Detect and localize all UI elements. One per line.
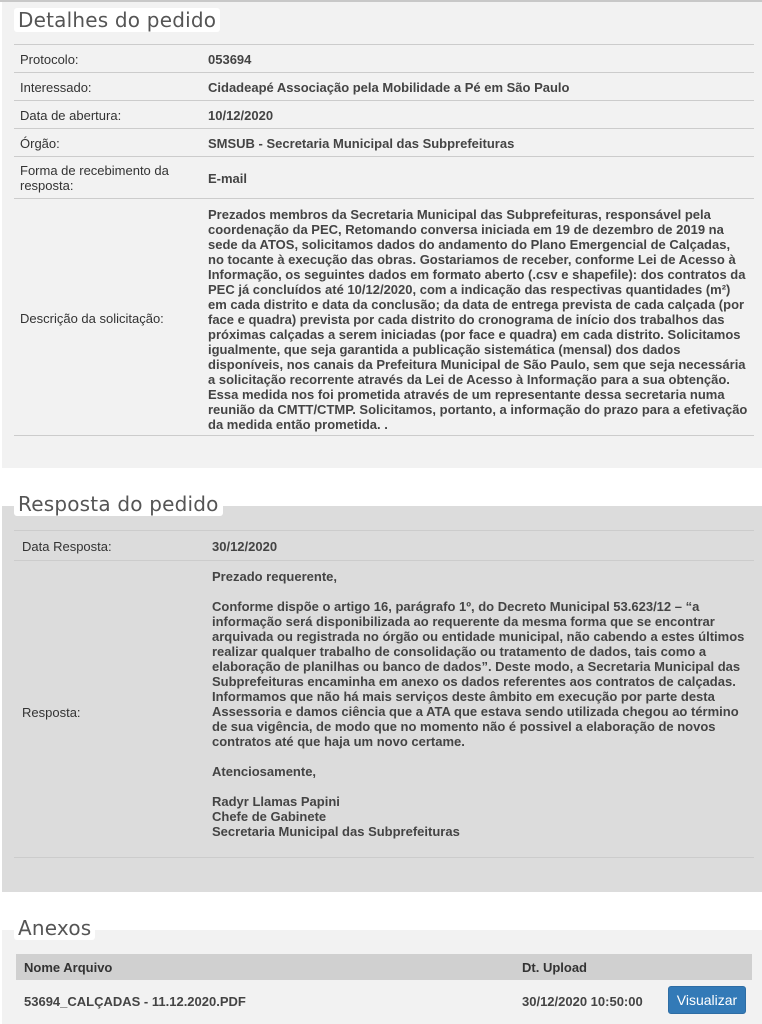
data-abertura-label: Data de abertura: [20, 108, 122, 123]
anexo-nome: 53694_CALÇADAS - 11.12.2020.PDF [24, 994, 246, 1009]
resposta-row [14, 560, 754, 858]
visualizar-button[interactable]: Visualizar [668, 986, 746, 1014]
data-resposta-row [14, 530, 754, 560]
orgao-row [14, 128, 754, 156]
descricao-label: Descrição da solicitação: [20, 311, 164, 326]
protocolo-row [14, 44, 754, 72]
data-abertura-row [14, 100, 754, 128]
forma-value: E-mail [208, 171, 248, 186]
table-row [16, 980, 752, 1020]
data-resposta-label: Data Resposta: [22, 539, 112, 554]
orgao-label: Órgão: [20, 136, 60, 151]
anexo-upload: 30/12/2020 10:50:00 [522, 994, 643, 1009]
protocolo-label: Protocolo: [20, 52, 79, 67]
resposta-panel [2, 492, 762, 892]
anexos-title: Anexos [14, 916, 95, 940]
col-dt-upload: Dt. Upload [522, 960, 587, 975]
col-nome-arquivo: Nome Arquivo [24, 960, 113, 975]
descricao-value: Prezados membros da Secretaria Municipal das Subprefeituras, responsável pela coordenação da PEC, Retomando conversa iniciada em 19 de dezembro de 2019 na sede da ATOS, solicitamos dados do andamento do Plano Emergencial de Calçadas, no tocante à execução das obras. Gostariamos de receber, conforme Lei de Acesso à Informação, os seguintes dados em formato aberto (.csv e shapefile): dos contratos da PEC já concluídos até 10/12/2020, com a indicação das respectivas quantidades (m²) em cada distrito e data da conclusão; da data de entrega prevista de cada calçada (por face e quadra) prevista por cada distrito do cronograma de início dos trabalhos das próximas calçadas a serem iniciadas (por face e quadra) em cada distrito. Solicitamos igualmente, que seja garantida a publicação sistemática (mensal) dos dados disponíveis, nos canais da Prefeitura Municipal de São Paulo, sem que seja necessária a solicitação recorrente através da Lei de Acesso à Informação para a sua obtenção. Essa medida nos foi prometida através de um representante dessa secretaria numa reunião da CMTT/CTMP. Solicitamos, portanto, a informação do prazo para a efetivação da medida então prometida. . [208, 207, 748, 432]
interessado-value: Cidadeapé Associação pela Mobilidade a Pé em São Paulo [208, 80, 570, 95]
orgao-value: SMSUB - Secretaria Municipal das Subprefeituras [208, 136, 515, 151]
data-resposta-value: 30/12/2020 [212, 539, 278, 554]
interessado-label: Interessado: [20, 80, 92, 95]
resposta-title: Resposta do pedido [14, 492, 223, 516]
forma-row [14, 156, 754, 198]
descricao-row [14, 198, 754, 436]
data-abertura-value: 10/12/2020 [208, 108, 274, 123]
anexos-panel [2, 916, 762, 1024]
interessado-row [14, 72, 754, 100]
resposta-label: Resposta: [22, 705, 81, 720]
resposta-value: Prezado requerente, Conforme dispõe o artigo 16, parágrafo 1º, do Decreto Municipal 53.623/12 – “a informação será disponibilizada ao requerente da mesma forma que se encontrar arquivada ou registrada no órgão ou entidade municipal, não cabendo a estes últimos realizar qualquer trabalho de consolidação ou tratamento de dados, tais como a elaboração de planilhas ou banco de dados”. Deste modo, a Secretaria Municipal das Subprefeituras encaminha em anexo os dados referentes aos contratos de calçadas. Informamos que não há mais serviços deste âmbito em execução por parte desta Assessoria e damos ciência que a ATA que estava sendo utilizada chegou ao término de sua vigência, de modo que no momento não é possivel a elaboração de novos contratos até que haja um novo certame. Atenciosamente, Radyr Llamas Papini Chefe de Gabinete Secretaria Municipal das Subprefeituras [212, 569, 745, 839]
forma-label: Forma de recebimento da resposta: [20, 163, 169, 193]
anexos-table-header [16, 954, 752, 980]
detalhes-panel [2, 2, 762, 468]
detalhes-title: Detalhes do pedido [14, 8, 220, 32]
protocolo-value: 053694 [208, 52, 252, 67]
